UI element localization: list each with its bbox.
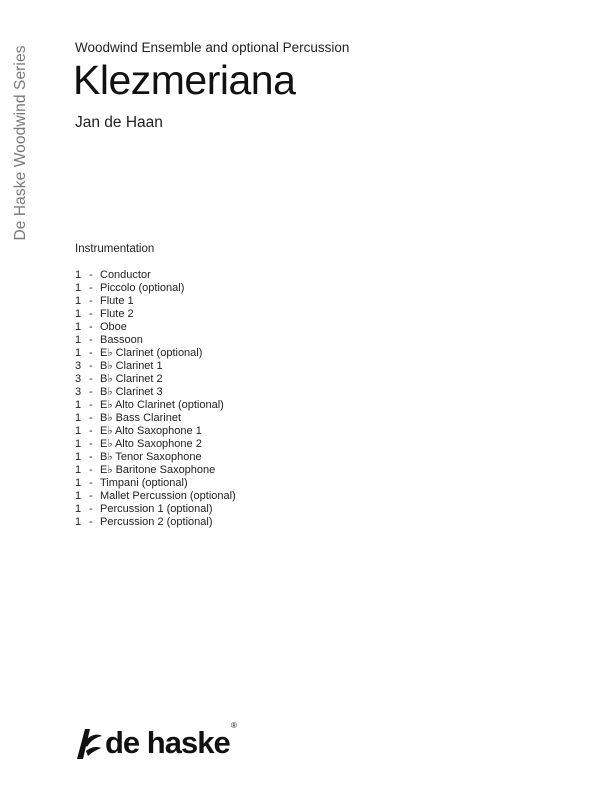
instrument-name: Percussion 2 (optional) (100, 516, 213, 528)
instrument-dash: - (89, 412, 93, 424)
instrument-dash: - (89, 477, 93, 489)
instrument-name: B♭ Clarinet 3 (100, 386, 163, 398)
instrument-name: B♭ Bass Clarinet (100, 412, 181, 424)
instrument-count: 1 (75, 321, 82, 333)
instrument-dash: - (89, 282, 93, 294)
instrument-count: 1 (75, 412, 82, 424)
instrument-count: 1 (75, 308, 82, 320)
instrument-name: Flute 1 (100, 295, 134, 307)
instrument-count: 1 (75, 464, 82, 476)
instrument-dash: - (89, 321, 93, 333)
instrument-count: 1 (75, 438, 82, 450)
instrument-name: Conductor (100, 269, 151, 281)
instrument-count: 1 (75, 399, 82, 411)
instrument-dash: - (89, 464, 93, 476)
instrument-dash: - (89, 451, 93, 463)
instrument-name: Mallet Percussion (optional) (100, 490, 236, 502)
instrument-count: 1 (75, 451, 82, 463)
instrument-dash: - (89, 490, 93, 502)
series-name: De Haske Woodwind Series (12, 45, 29, 241)
instrument-dash: - (89, 308, 93, 320)
instrument-count: 1 (75, 334, 82, 346)
instrument-name: Flute 2 (100, 308, 134, 320)
instrument-count: 1 (75, 425, 82, 437)
page-title: Klezmeriana (73, 57, 296, 103)
instrument-name: E♭ Alto Clarinet (optional) (100, 399, 224, 411)
instrument-name: Timpani (optional) (100, 477, 188, 489)
instrument-count: 1 (75, 477, 82, 489)
instrument-name: Bassoon (100, 334, 143, 346)
de-haske-logo-mark-icon (75, 727, 103, 761)
instrument-dash: - (89, 503, 93, 515)
instrument-name: Percussion 1 (optional) (100, 503, 213, 515)
instrument-name: E♭ Alto Saxophone 1 (100, 425, 202, 437)
instrument-name: Oboe (100, 321, 127, 333)
instrument-dash: - (89, 347, 93, 359)
instrument-dash: - (89, 438, 93, 450)
composer: Jan de Haan (75, 114, 163, 131)
instrument-dash: - (89, 373, 93, 385)
instrument-dash: - (89, 269, 93, 281)
instrument-dash: - (89, 399, 93, 411)
instrument-count: 3 (75, 386, 82, 398)
instrument-count: 1 (75, 490, 82, 502)
series-vertical-label (10, 40, 32, 246)
instrument-count: 1 (75, 282, 82, 294)
instrument-dash: - (89, 295, 93, 307)
instrument-dash: - (89, 386, 93, 398)
instrument-count: 1 (75, 516, 82, 528)
registered-mark: ® (231, 721, 237, 730)
publisher-logo-text: de haske (105, 725, 230, 760)
instrument-count: 1 (75, 269, 82, 281)
instrument-count: 1 (75, 503, 82, 515)
instrument-count: 1 (75, 295, 82, 307)
instrument-dash: - (89, 334, 93, 346)
instrumentation-heading: Instrumentation (75, 243, 155, 255)
instrument-count: 3 (75, 373, 82, 385)
instrument-dash: - (89, 425, 93, 437)
subtitle: Woodwind Ensemble and optional Percussion (75, 40, 350, 55)
instrument-name: B♭ Clarinet 1 (100, 360, 163, 372)
instrument-name: E♭ Clarinet (optional) (100, 347, 203, 359)
instrument-count: 1 (75, 347, 82, 359)
publisher-logo (75, 723, 245, 768)
instrument-name: Piccolo (optional) (100, 282, 185, 294)
instrument-count: 3 (75, 360, 82, 372)
instrument-name: E♭ Alto Saxophone 2 (100, 438, 202, 450)
instrument-name: B♭ Tenor Saxophone (100, 451, 202, 463)
instrument-name: B♭ Clarinet 2 (100, 373, 163, 385)
instrument-dash: - (89, 516, 93, 528)
instrument-name: E♭ Baritone Saxophone (100, 464, 216, 476)
instrument-dash: - (89, 360, 93, 372)
